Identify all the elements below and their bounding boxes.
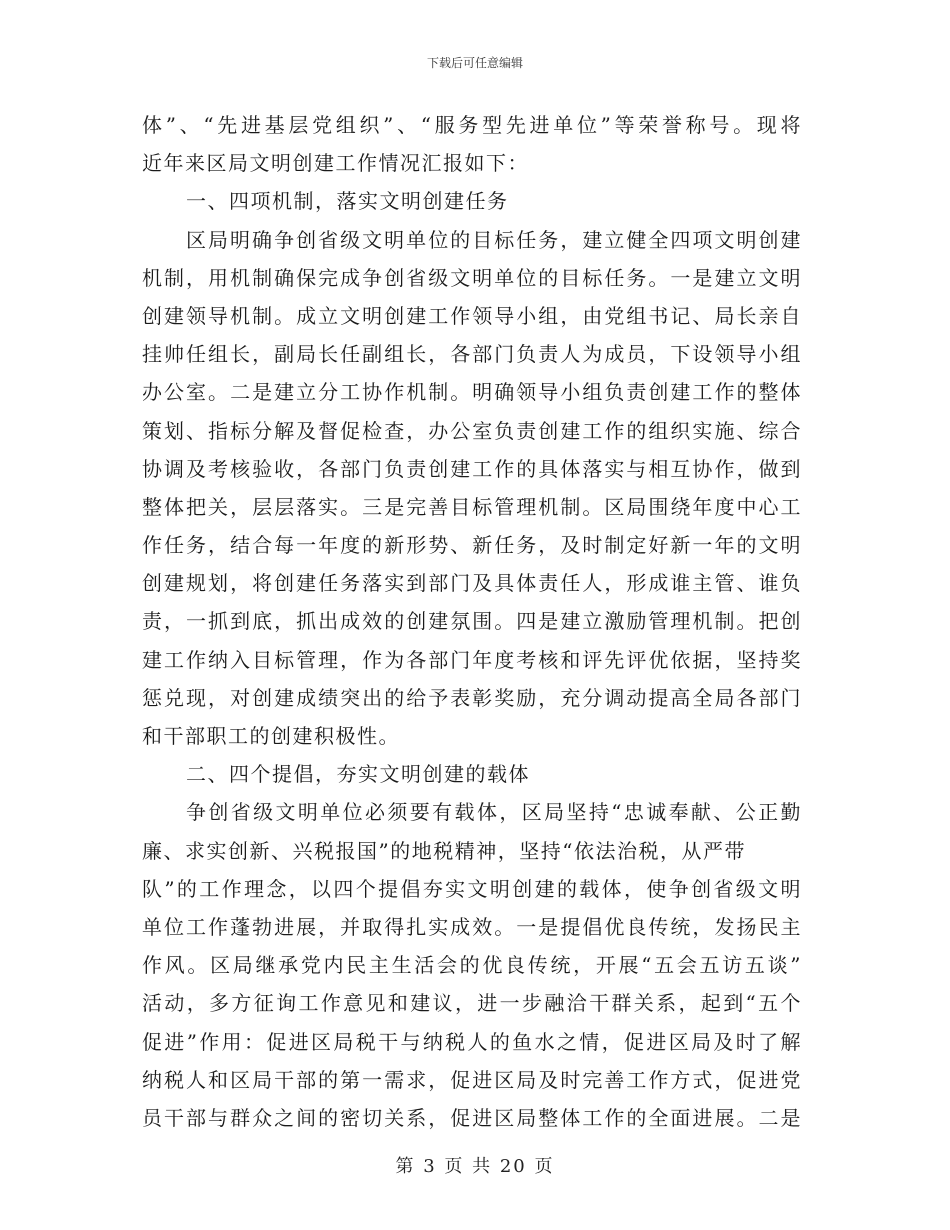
text-line: 活动，多方征询工作意见和建议，进一步融洽干群关系，起到“五个 xyxy=(142,991,802,1016)
text-line: 惩兑现，对创建成绩突出的给予表彰奖励，充分调动提高全局各部门 xyxy=(142,685,802,710)
text-line: 一、四项机制，落实文明创建任务 xyxy=(186,189,509,214)
text-line: 责，一抓到底，抓出成效的创建氛围。四是建立激励管理机制。把创 xyxy=(142,609,802,634)
text-line: 二、四个提倡，夯实文明创建的载体 xyxy=(186,762,530,787)
text-line: 促进”作用：促进区局税干与纳税人的鱼水之情，促进区局及时了解 xyxy=(142,1029,802,1054)
text-line: 办公室。二是建立分工协作机制。明确领导小组负责创建工作的整体 xyxy=(142,380,802,405)
text-line: 体”、“先进基层党组织”、“服务型先进单位”等荣誉称号。现将 xyxy=(142,113,802,137)
text-line: 建工作纳入目标管理，作为各部门年度考核和评先评优依据，坚持奖 xyxy=(142,647,802,672)
text-line: 作风。区局继承党内民主生活会的优良传统，开展“五会五访五谈” xyxy=(142,953,802,978)
text-line: 创建规划，将创建任务落实到部门及具体责任人，形成谁主管、谁负 xyxy=(142,571,802,596)
text-line: 协调及考核验收，各部门负责创建工作的具体落实与相互协作，做到 xyxy=(142,456,802,481)
text-line: 员干部与群众之间的密切关系，促进区局整体工作的全面进展。二是 xyxy=(142,1105,802,1130)
text-line: 近年来区局文明创建工作情况汇报如下： xyxy=(142,151,529,176)
text-line: 队”的工作理念，以四个提倡夯实文明创建的载体，使争创省级文明 xyxy=(142,876,802,901)
page-footer: 第 3 页 共 20 页 xyxy=(395,1156,555,1177)
text-line: 和干部职工的创建积极性。 xyxy=(142,724,400,748)
text-line: 挂帅任组长，副局长任副组长，各部门负责人为成员，下设领导小组 xyxy=(142,342,802,367)
text-line: 纳税人和区局干部的第一需求，促进区局及时完善工作方式，促进党 xyxy=(142,1067,802,1092)
text-line: 策划、指标分解及督促检查，办公室负责创建工作的组织实施、综合 xyxy=(142,418,802,443)
text-line: 作任务，结合每一年度的新形势、新任务，及时制定好新一年的文明 xyxy=(142,533,802,558)
text-line: 廉、求实创新、兴税报国”的地税精神，坚持“依法治税，从严带 xyxy=(142,838,746,863)
text-line: 机制，用机制确保完成争创省级文明单位的目标任务。一是建立文明 xyxy=(142,265,802,290)
text-line: 单位工作蓬勃进展，并取得扎实成效。一是提倡优良传统，发扬民主 xyxy=(142,914,802,939)
text-line: 整体把关，层层落实。三是完善目标管理机制。区局围绕年度中心工 xyxy=(142,494,802,519)
page-header: 下载后可任意编辑 xyxy=(426,56,523,70)
text-line: 创建领导机制。成立文明创建工作领导小组，由党组书记、局长亲自 xyxy=(142,303,802,328)
text-line: 区局明确争创省级文明单位的目标任务，建立健全四项文明创建 xyxy=(186,227,802,252)
document-body xyxy=(142,106,802,1137)
text-line: 争创省级文明单位必须要有载体，区局坚持“忠诚奉献、公正勤 xyxy=(186,800,802,825)
